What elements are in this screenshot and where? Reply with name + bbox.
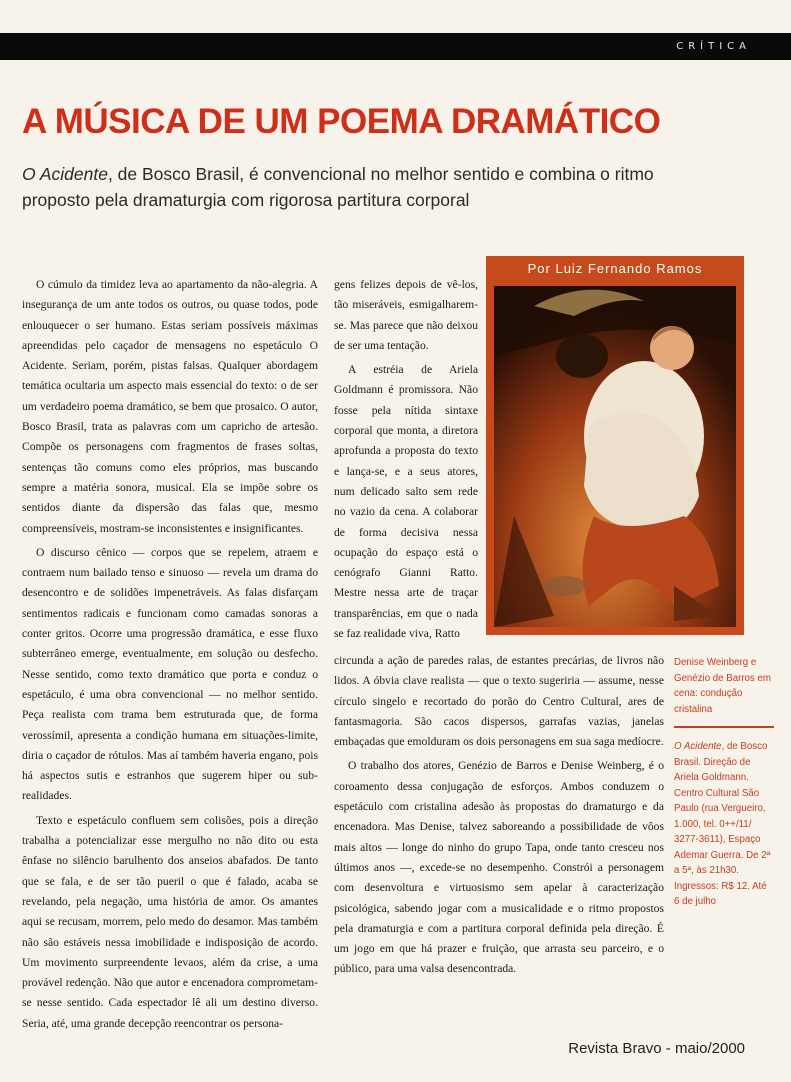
photo-caption: Denise Weinberg e Genézio de Barros em cena: condução cristalina	[674, 657, 771, 715]
photo-frame	[486, 256, 744, 635]
article-headline: A MÚSICA DE UM POEMA DRAMÁTICO	[22, 102, 661, 141]
body-column-middle-bottom	[334, 651, 664, 980]
body-paragraph: circunda a ação de paredes ralas, de estantes precárias, de livros não lidos. A óbvia clave realista — que o texto sugeriria — assume, nesse círculo singelo e recortado do porão do Centro Cultural, ares de fantasmagoria. São cacos dispersos, garrafas vazias, janelas embaçadas que emolduram os dois personagens em sua saga medíocre.	[334, 654, 664, 749]
body-paragraph: O trabalho dos atores, Genézio de Barros e Denise Weinberg, é o coroamento dessa conjugação de esforços. Ambos conduzem o espetáculo com cristalina adesão às propostas do dramaturgo e da encenadora. Mas Denise, talvez saboreando a possibilidade de vôos mais altos — longe do ninho do grupo Tapa, onde tanto cresceu nos últimos anos —, excede-se no desempenho. Constrói a personagem com desenvoltura e virtuosismo sem apelar à caracterização psicológica, sabendo jogar com a musicalidade e o ritmo propostos pela dramaturgia e com a partitura corporal definida pela direção. É um jogo em que há prazer e fruição, que arrasta seu parceiro, e o público, para uma valsa desencontrada.	[334, 759, 664, 976]
page-footer: Revista Bravo - maio/2000	[568, 1040, 745, 1057]
scene-photo-illustration	[494, 286, 736, 627]
credits-title: O Acidente	[674, 741, 722, 752]
byline: Por Luiz Fernando Ramos	[527, 261, 703, 276]
deck-title: O Acidente	[22, 164, 108, 184]
body-paragraph: O cúmulo da timidez leva ao apartamento da não-alegria. A insegurança de um ante todos os outros, ou quase todos, pode enlouquecer o ser humano. Estas seriam possíveis máximas apreendidas pelo caçador de mensagens no espetáculo O Acidente. Seriam, porém, pistas falsas. Qualquer abordagem temática ocultaria um aspecto mais essencial do texto: o de ser um verdadeiro poema dramático, se bem que prosaico. O autor, Bosco Brasil, trata as palavras com um capricho de artesão. Compõe os personagens com fragmentos de frases soltas, sentenças tão comuns como eles próprios, mas buscando sempre a matéria sonora, musical. Ela se impõe sobre os sentidos diante da dispersão das falas que, mesmo compreensíveis, mostram-se inconsistentes e insignificantes.	[22, 278, 318, 535]
section-header-bar	[0, 33, 791, 60]
deck-text: , de Bosco Brasil, é convencional no melhor sentido e combina o ritmo proposto pela dramaturgia com rigorosa partitura corporal	[22, 164, 654, 210]
body-paragraph: Texto e espetáculo confluem sem colisões, pois a direção trabalha a potencializar esse mergulho no não dito ou esta ênfase no silêncio barulhento dos anseios abafados. De tanto que se fala, e de ser tão pueril o que é falado, acaba se revelando, pela negação, uma história de amor. Os amantes aqui se recusam, morrem, pelo medo do desamor. Mas também não são estáveis nessa imobilidade e indisposição de acordo. Um movimento surpreendente levaos, além da crise, a uma provável redenção. Não que autor e encenadora comprometam-se nesse sentido. Cada espectador lê ali um destino diverso. Seria, até, uma grande decepção reencontrar os persona-	[22, 813, 318, 1030]
scene-photo	[494, 286, 736, 627]
body-paragraph: A estréia de Ariela Goldmann é promissora. Não fosse pela nítida sintaxe corporal que monta, a diretora aprofunda a proposta do texto e lança-se, e a seus atores, num delicado salto sem rede no vazio da cena. A colaborar de forma decisiva nessa ocupação do espaço está o cenógrafo Gianni Ratto. Mestre nessa arte de traçar transparências, em que o nada se faz realidade viva, Ratto	[334, 363, 478, 641]
body-column-left	[22, 275, 318, 1034]
section-label: CRÍTICA	[676, 41, 751, 52]
body-paragraph: O discurso cênico — corpos que se repelem, atraem e contraem num bailado tenso e sinuoso — revela um drama do desencontro e de solidões impenetráveis. As falas disfarçam sentimentos radicais e funcionam como camadas sonoras a conter gritos. Ocorre uma progressão dramática, e esse fluxo subterrâneo emerge, eventualmente, em solução ou desfecho. Nesse sentido, como texto dramático que porta e conduz o espetáculo, é uma obra convencional — no melhor sentido. Peça realista com trama bem estruturada que, de forma verossímil, apresenta a condição humana em situações-limite, diria o caçador de rótulos. Mas aí também haveria engano, pois há aspectos sutis e estranhos que sugerem hiper ou sub-realidades.	[22, 545, 318, 803]
article-deck	[22, 161, 722, 213]
body-paragraph: gens felizes depois de vê-los, tão miseráveis, esmigalharem-se. Mas parece que não deixou de ser uma tentação.	[334, 278, 478, 352]
play-credits	[674, 739, 774, 910]
credits-text: , de Bosco Brasil. Direção de Ariela Goldmann. Centro Cultural São Paulo (rua Vergueiro, 1.000, tel. 0++/11/ 3277-3611), Espaço Ademar Guerra. De 2ª a 5ª, às 21h30. Ingressos: R$ 12. Até 6 de julho	[674, 741, 771, 907]
caption-divider	[674, 726, 774, 728]
body-column-middle-top	[334, 275, 478, 644]
